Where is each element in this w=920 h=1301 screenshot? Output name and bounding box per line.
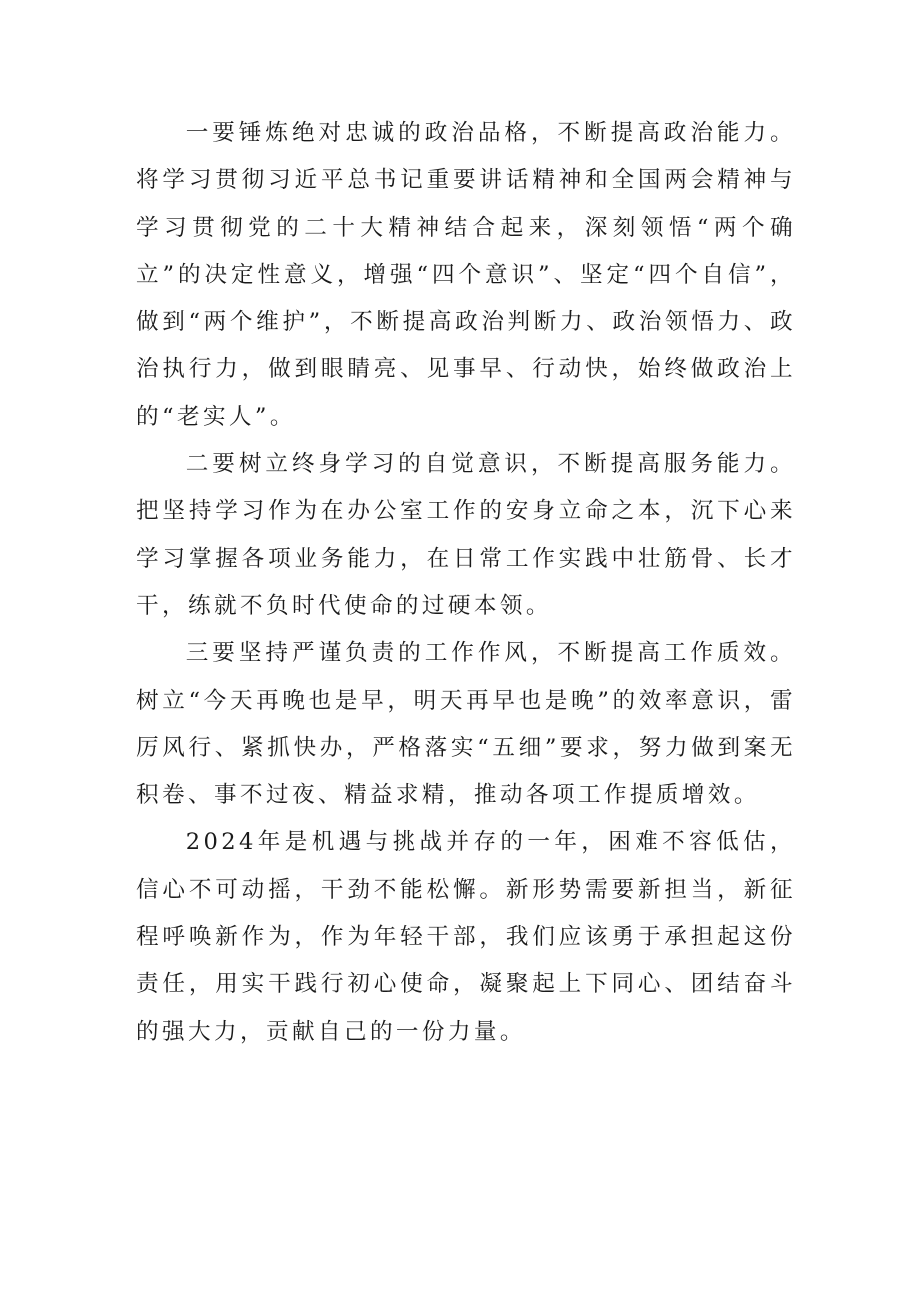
- paragraph-political-loyalty: 一要锤炼绝对忠诚的政治品格，不断提高政治能力。将学习贯彻习近平总书记重要讲话精神和全国两会精神与学习贯彻党的二十大精神结合起来，深刻领悟“两个确立”的决定性意义，增强“四个意识”、坚定“四个自信”，做到“两个维护”，不断提高政治判断力、政治领悟力、政治执行力，做到眼睛亮、见事早、行动快，始终做政治上的“老实人”。: [136, 120, 796, 430]
- paragraph-work-style: 三要坚持严谨负责的工作作风，不断提高工作质效。树立“今天再晚也是早，明天再早也是晚”的效率意识，雷厉风行、紧抓快办，严格落实“五细”要求，努力做到案无积卷、事不过夜、精益求精，推动各项工作提质增效。: [136, 640, 796, 809]
- paragraph-conclusion-2024: 2024年是机遇与挑战并存的一年，困难不容低估，信心不可动摇，干劲不能松懈。新形势需要新担当，新征程呼唤新作为，作为年轻干部，我们应该勇于承担起这份责任，用实干践行初心使命，凝聚起上下同心、团结奋斗的强大力，贡献自己的一份力量。: [136, 829, 796, 1045]
- paragraph-lifelong-learning: 二要树立终身学习的自觉意识，不断提高服务能力。把坚持学习作为在办公室工作的安身立命之本，沉下心来学习掌握各项业务能力，在日常工作实践中壮筋骨、长才干，练就不负时代使命的过硬本领。: [136, 451, 796, 619]
- document-body: [136, 110, 796, 1056]
